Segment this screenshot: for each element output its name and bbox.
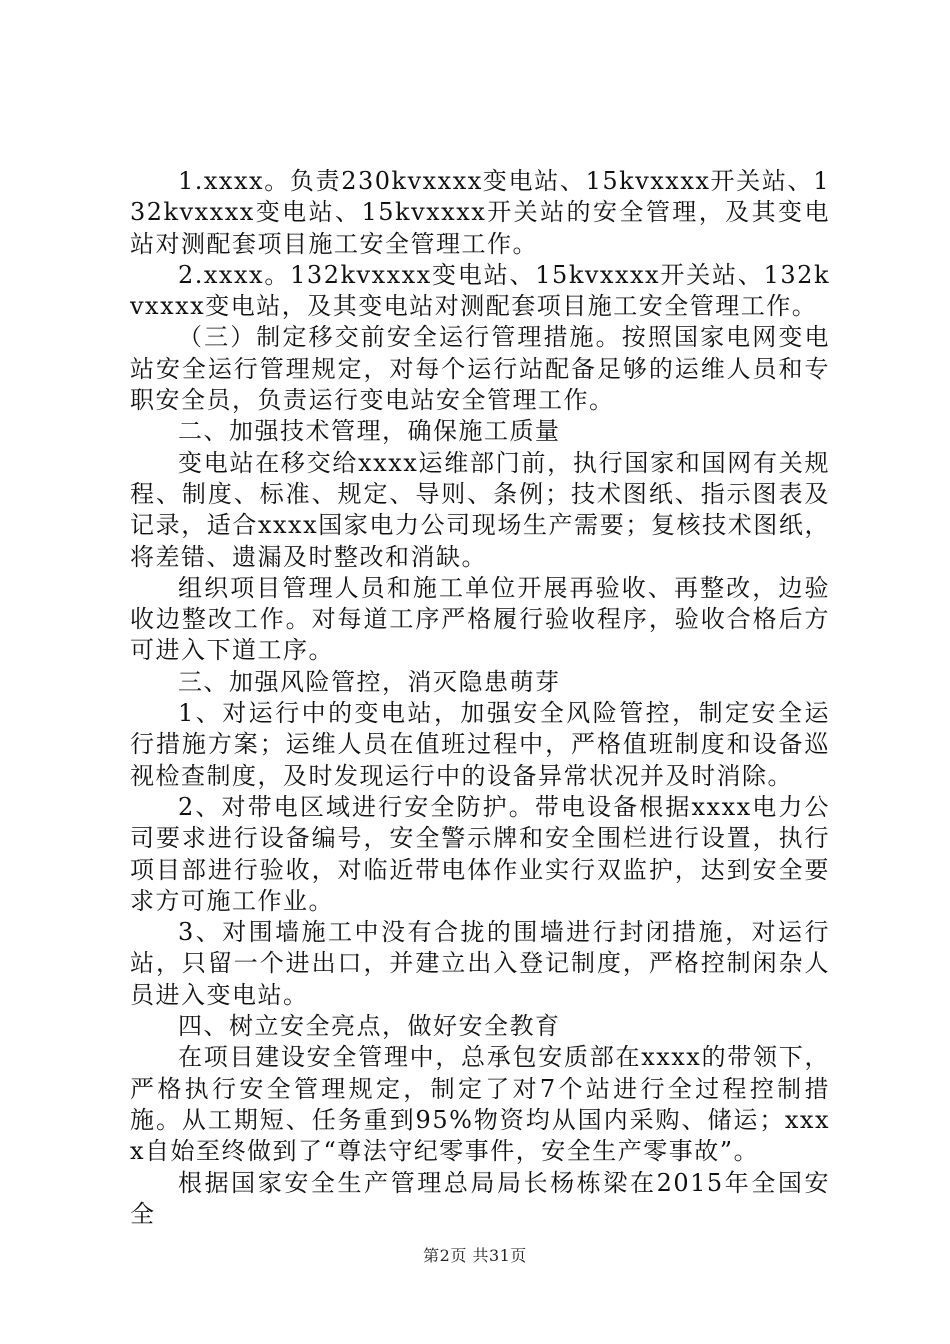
- section-heading-2: 二、加强技术管理，确保施工质量: [178, 417, 561, 446]
- paragraph-8: 1、对运行中的变电站，加强安全风险管控，制定安全运行措施方案；运维人员在值班过程中，严格值班制度和设备巡视检查制度，及时发现运行中的设备异常状况并及时消除。: [130, 699, 830, 790]
- paragraph-2: 2.xxxx。132kvxxxx变电站、15kvxxxx开关站、132kvxxxx变电站，及其变电站对测配套项目施工安全管理工作。: [130, 260, 830, 321]
- page-footer: 第2页 共31页: [423, 1246, 527, 1265]
- paragraph-12: 在项目建设安全管理中，总承包安质部在xxxx的带领下，严格执行安全管理规定，制定了对7个站进行全过程控制措施。从工期短、任务重到95%物资均从国内采购、储运；xxxx自始至终做到了“尊法守纪零事件，安全生产零事故”。: [130, 1043, 830, 1166]
- paragraph-10: 3、对围墙施工中没有合拢的围墙进行封闭措施，对运行站，只留一个进出口，并建立出入登记制度，严格控制闲杂人员进入变电站。: [130, 918, 830, 1009]
- document-body: [130, 166, 830, 1230]
- paragraph-13: 根据国家安全生产管理总局局长杨栋梁在2015年全国安全: [130, 1168, 830, 1228]
- paragraph-5: 变电站在移交给xxxx运维部门前，执行国家和国网有关规程、制度、标准、规定、导则、条例；技术图纸、指示图表及记录，适合xxxx国家电力公司现场生产需要；复核技术图纸，将差错、遗漏及时整改和消缺。: [130, 448, 830, 571]
- paragraph-9: 2、对带电区域进行安全防护。带电设备根据xxxx电力公司要求进行设备编号，安全警示牌和安全围栏进行设置，执行项目部进行验收，对临近带电体作业实行双监护，达到安全要求方可施工作业。: [130, 792, 830, 915]
- section-heading-4: 四、树立安全亮点，做好安全教育: [178, 1012, 561, 1041]
- section-heading-3: 三、加强风险管控，消灭隐患萌芽: [178, 667, 561, 696]
- paragraph-6: 组织项目管理人员和施工单位开展再验收、再整改，边验收边整改工作。对每道工序严格履行验收程序，验收合格后方可进入下道工序。: [130, 573, 830, 665]
- paragraph-1: 1.xxxx。负责230kvxxxx变电站、15kvxxxx开关站、132kvxxxx变电站、15kvxxxx开关站的安全管理，及其变电站对测配套项目施工安全管理工作。: [130, 167, 830, 258]
- paragraph-3: （三）制定移交前安全运行管理措施。按照国家电网变电站安全运行管理规定，对每个运行站配备足够的运维人员和专职安全员，负责运行变电站安全管理工作。: [130, 323, 830, 415]
